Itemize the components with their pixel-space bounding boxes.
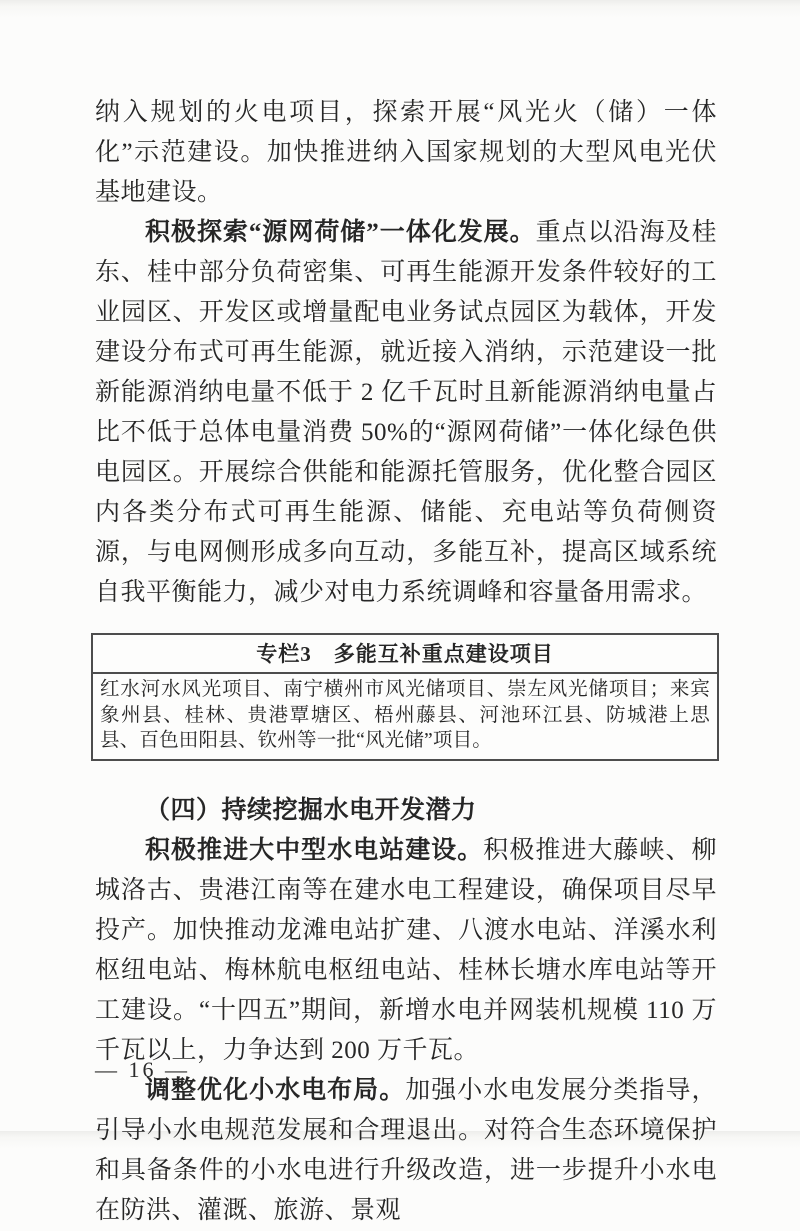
callout-box-body: 红水河水风光项目、南宁横州市风光储项目、崇左风光储项目；来宾象州县、桂林、贵港覃塘区、梧州藤县、河池环江县、防城港上思县、百色田阳县、钦州等一批“风光储”项目。 [100,679,710,751]
paragraph-hydropower-stations [95,831,717,1071]
callout-box-title: 专栏3 多能互补重点建设项目 [93,635,717,674]
paragraph-text: 加强小水电发展分类指导，引导小水电规范发展和合理退出。对符合生态环境保护和具备条件的小水电进行升级改造，进一步提升小水电在防洪、灌溉、旅游、景观 [95,1076,717,1224]
page-number: — 16 — [95,1057,190,1082]
paragraph-text: 重点以沿海及桂东、桂中部分负荷密集、可再生能源开发条件较好的工业园区、开发区或增量配电业务试点园区为载体，开发建设分布式可再生能源，就近接入消纳，示范建设一批新能源消纳电量不低于 2 亿千瓦时且新能源消纳电量占比不低于总体电量消费 50%的“源网荷储”一体化绿色供电园区。开展综合供能和能源托管服务，优化整合园区内各类分布式可再生能源、储能、充电站等负荷侧资源，与电网侧形成多向互动，多能互补，提高区域系统自我平衡能力，减少对电力系统调峰和容量备用需求。 [95,219,717,606]
paragraph-continuation [95,93,717,213]
paragraph-text: 积极推进大藤峡、柳城洛古、贵港江南等在建水电工程建设，确保项目尽早投产。加快推动龙滩电站扩建、八渡水电站、洋溪水利枢纽电站、梅林航电枢纽电站、桂林长塘水库电站等开工建设。“十四五”期间，新增水电并网装机规模 110 万千瓦以上，力争达到 200 万千瓦。 [95,836,717,1064]
paragraph-small-hydropower [95,1071,717,1231]
paragraph-source-grid-load-storage [95,213,717,613]
paragraph-text: 纳入规划的火电项目，探索开展“风光火（储）一体化”示范建设。加快推进纳入国家规划的大型风电光伏基地建设。 [95,99,717,206]
paragraph-lead: 调整优化小水电布局。 [145,1076,406,1104]
paragraph-lead: 积极推进大中型水电站建设。 [145,836,484,864]
paragraph-lead: 积极探索“源网荷储”一体化发展。 [145,219,536,246]
section-heading-hydropower: （四）持续挖掘水电开发潜力 [145,796,477,824]
callout-box-column3 [91,633,719,761]
